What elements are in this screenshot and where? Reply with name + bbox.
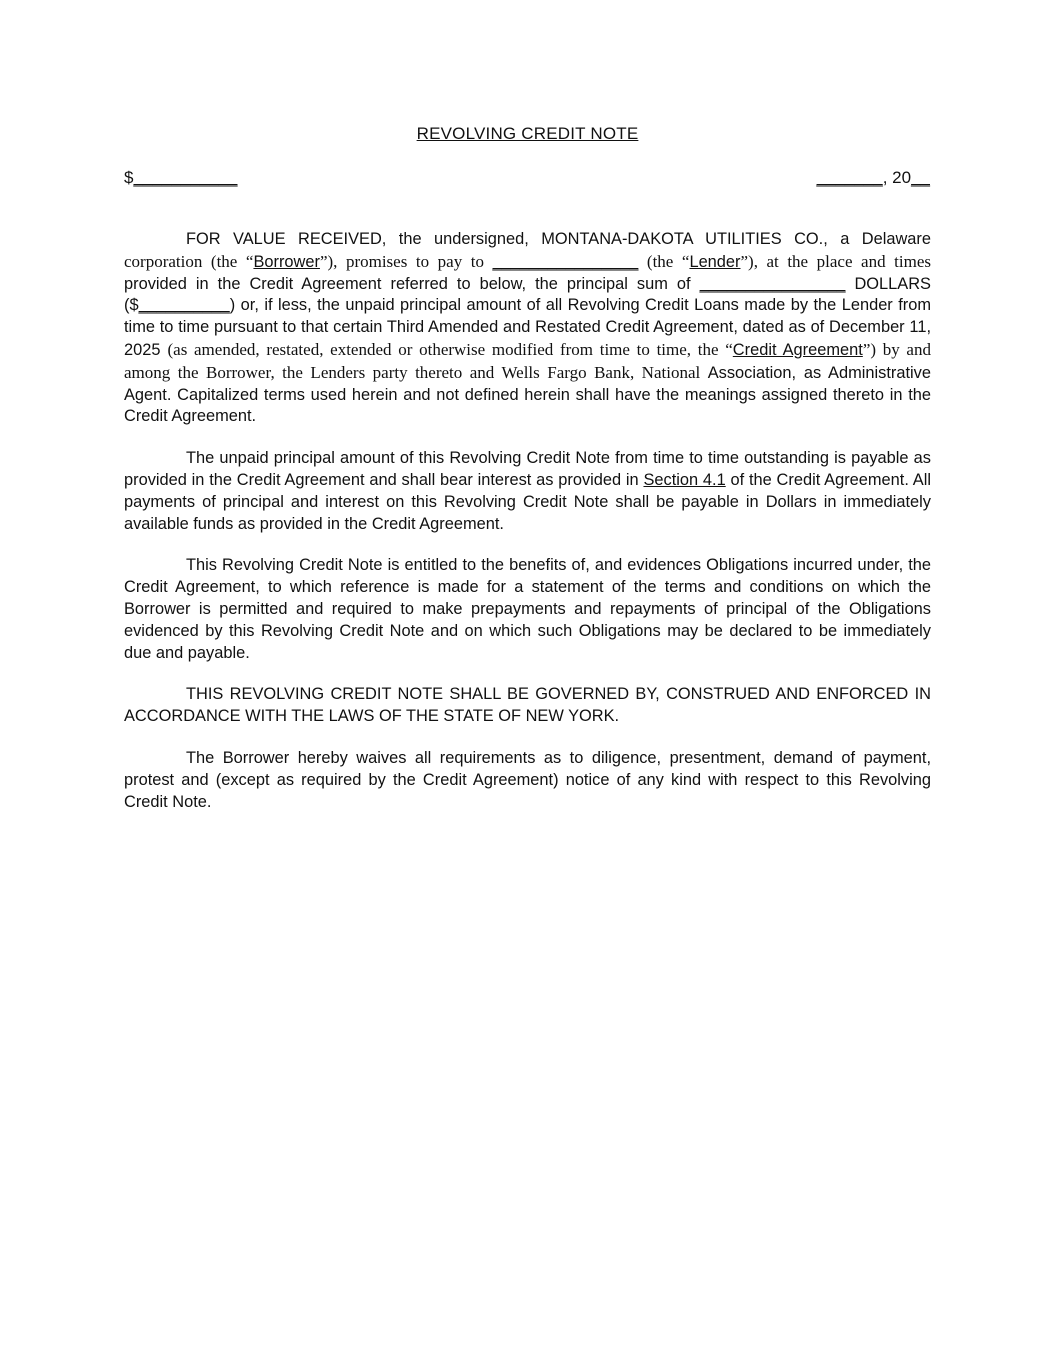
p2-text: of the Credit Agreement. All payments of principal and interest on this Revolving Credit Note shall be payable in Dollars in immediately available funds as provided in the Credit Agreement. [124, 470, 931, 533]
p1-text: FOR VALUE RECEIVED, the undersigned, MONTANA-DAKOTA UTILITIES CO., a Delaware [186, 230, 931, 248]
p2-text: The unpaid principal amount of this Revolving Credit Note from time to time outstanding is payable as provided in the Credit Agreement and shall bear interest as provided in [124, 449, 931, 489]
paragraph-value-received [124, 229, 931, 428]
p1-text: corporation (the “ [124, 251, 254, 271]
section-reference: Section 4.1 [643, 470, 726, 489]
document-body [124, 229, 931, 833]
year-blank: __ [911, 168, 930, 187]
p1-text: Association, as Administrative Agent. Capitalized terms used herein and not defined herein shall have the meanings assigned thereto in the Credit Agreement. [124, 363, 931, 426]
amount-prefix: $ [124, 168, 134, 187]
p1-text: provided in the Credit Agreement referred to below, the principal sum of [124, 274, 700, 293]
date-suffix: , 20 [882, 168, 912, 187]
paragraph-waiver: The Borrower hereby waives all requirements as to diligence, presentment, demand of payment, protest and (except as required by the Credit Agreement) notice of any kind with respect to this Revolving Credit Note. [124, 748, 931, 811]
dollar-amount-blank: __________ [138, 296, 230, 315]
document-title: REVOLVING CREDIT NOTE [416, 124, 639, 143]
date-blank: _______ [816, 168, 883, 187]
p1-text: ”), promises to pay to [319, 251, 493, 271]
principal-sum-blank: ________________ [699, 274, 846, 293]
paragraph-governing-law: THIS REVOLVING CREDIT NOTE SHALL BE GOVERNED BY, CONSTRUED AND ENFORCED IN ACCORDANCE WITH THE LAWS OF THE STATE OF NEW YORK. [124, 685, 931, 726]
paragraph-benefits: This Revolving Credit Note is entitled to the benefits of, and evidences Obligations incurred under, the Credit Agreement, to which reference is made for a statement of the terms and conditions on which the Borrower is permitted and required to make prepayments and repayments of principal of the Obligations evidenced by this Revolving Credit Note and on which such Obligations may be declared to be immediately due and payable. [124, 556, 931, 662]
amount-line [124, 168, 237, 188]
lender-blank: ________________ [492, 252, 639, 271]
p1-text: (as amended, restated, extended or otherwise modified from time to time, the “ [167, 339, 733, 359]
date-line [817, 168, 930, 188]
defined-term-lender: Lender [689, 252, 741, 271]
defined-term-borrower: Borrower [253, 252, 320, 271]
paragraph-payment [124, 448, 931, 535]
amount-blank: ___________ [133, 168, 238, 187]
p1-text: (the “ [638, 251, 690, 271]
p1-text: ”) by and among the Borrower, the Lenders party thereto and Wells Fargo Bank, National [124, 339, 931, 382]
p1-text: ”), at the place and times [740, 251, 931, 271]
defined-term-credit-agreement: Credit Agreement [732, 340, 863, 359]
p1-text: ) or, if less, the unpaid principal amount of all Revolving Credit Loans made by the Lender from time to time pursuant to that certain Third Amended and Restated Credit Agreement, dated as of December 11, 2025 [124, 296, 931, 359]
p1-text: DOLLARS ($ [124, 274, 931, 315]
